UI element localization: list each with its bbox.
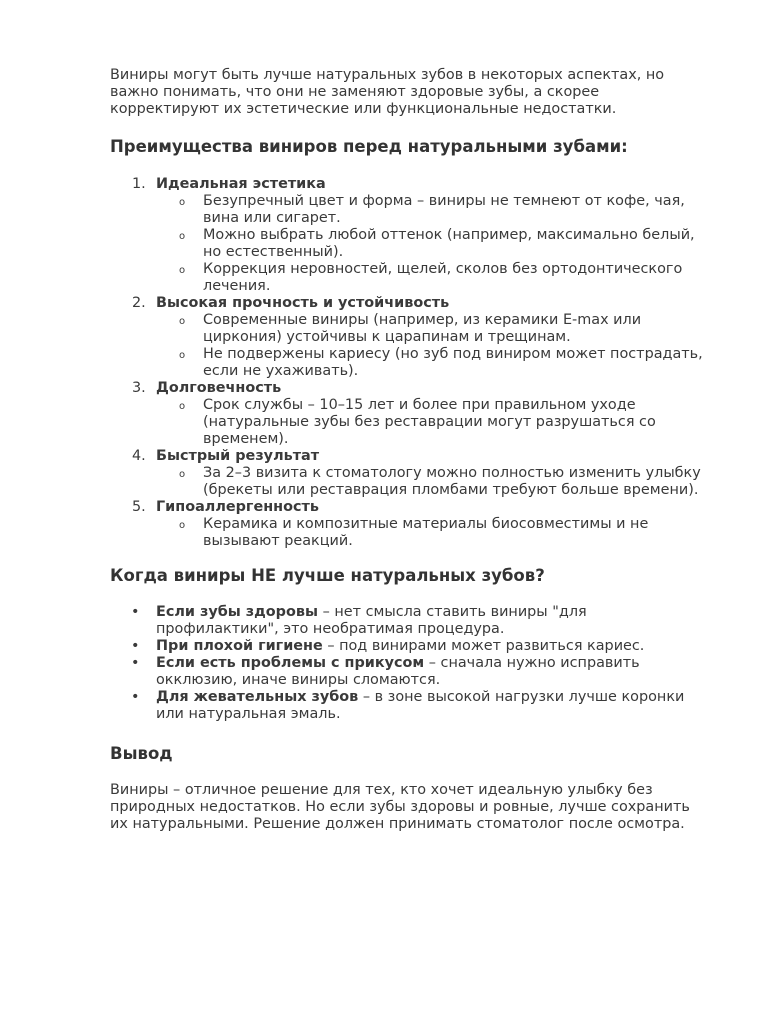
benefits-heading: Преимущества виниров перед натуральными зубами: [110,137,628,156]
detail-text: За 2–3 визита к стоматологу можно полностью изменить улыбку (брекеты или реставрация пломбами требуют больше времени). [203,465,701,498]
benefit-details [156,465,710,499]
benefit-detail-item [156,312,710,346]
when-item-bold: При плохой гигиене [156,638,323,654]
benefit-title: Гипоаллергенность [156,499,319,515]
benefit-detail-item [156,465,710,499]
sub-bullet-icon: o [179,469,186,480]
bullet-icon: • [131,604,140,620]
when-item-bold: Для жевательных зубов [156,689,359,705]
conclusion-paragraph: Виниры – отличное решение для тех, кто хочет идеальную улыбку без природных недостатков. Но если зубы здоровы и ровные, лучше сохранить их натуральными. Решение должен принимать стоматолог после осмотра. [110,782,690,832]
when-not-better-heading: Когда виниры НЕ лучше натуральных зубов? [110,566,545,585]
sub-bullet-icon: o [179,401,186,412]
benefits-list [110,176,710,550]
detail-text: Керамика и композитные материалы биосовместимы и не вызывают реакций. [203,516,649,549]
benefit-detail-item [156,397,710,448]
when-item [110,655,710,689]
benefit-number: 2. [132,295,146,311]
when-item [110,638,710,655]
benefit-title: Долговечность [156,380,282,396]
intro-paragraph: Виниры могут быть лучше натуральных зубов в некоторых аспектах, но важно понимать, что они не заменяют здоровые зубы, а скорее корректируют их эстетические или функциональные недостатки. [110,67,665,117]
benefit-detail-item [156,227,710,261]
benefit-detail-item [156,193,710,227]
benefit-details [156,193,710,295]
detail-text: Безупречный цвет и форма – виниры не темнеют от кофе, чая, вина или сигарет. [203,193,685,226]
document-body [110,67,710,833]
when-item-text: – нет смысла ставить виниры "для профилактики", это необратимая процедура. [156,604,587,637]
benefit-item [110,295,710,380]
when-item-bold: Если зубы здоровы [156,604,318,620]
bullet-icon: • [131,655,140,671]
benefit-item [110,380,710,448]
benefit-item [110,176,710,295]
benefit-item [110,448,710,499]
when-item-text: – под винирами может развиться кариес. [322,638,645,654]
benefit-number: 1. [132,176,146,192]
benefit-detail-item [156,346,710,380]
benefit-detail-item [156,516,710,550]
detail-text: Коррекция неровностей, щелей, сколов без ортодонтического лечения. [203,261,683,294]
sub-bullet-icon: o [179,197,186,208]
sub-bullet-icon: o [179,350,186,361]
benefit-title: Быстрый результат [156,448,320,464]
detail-text: Не подвержены кариесу (но зуб под виниром может пострадать, если не ухаживать). [203,346,703,379]
when-item-bold: Если есть проблемы с прикусом [156,655,425,671]
sub-bullet-icon: o [179,316,186,327]
sub-bullet-icon: o [179,231,186,242]
benefit-number: 4. [132,448,146,464]
benefit-title: Идеальная эстетика [156,176,326,192]
benefit-details [156,312,710,380]
benefit-detail-item [156,261,710,295]
benefit-item [110,499,710,550]
detail-text: Можно выбрать любой оттенок (например, максимально белый, но естественный). [203,227,695,260]
when-item-text: – в зоне высокой нагрузки лучше коронки или натуральная эмаль. [156,689,685,722]
benefit-title: Высокая прочность и устойчивость [156,295,450,311]
detail-text: Современные виниры (например, из керамики E-max или циркония) устойчивы к царапинам и трещинам. [203,312,642,345]
benefit-details [156,397,710,448]
benefit-number: 3. [132,380,146,396]
detail-text: Срок службы – 10–15 лет и более при правильном уходе (натуральные зубы без реставрации могут разрушаться со временем). [203,397,656,447]
when-not-better-list [110,604,710,723]
when-item [110,604,710,638]
when-item-text: – сначала нужно исправить окклюзию, иначе виниры сломаются. [156,655,640,688]
when-item [110,689,710,723]
benefit-number: 5. [132,499,146,515]
benefit-details [156,516,710,550]
sub-bullet-icon: o [179,265,186,276]
bullet-icon: • [131,638,140,654]
sub-bullet-icon: o [179,520,186,531]
conclusion-heading: Вывод [110,744,173,763]
bullet-icon: • [131,689,140,705]
